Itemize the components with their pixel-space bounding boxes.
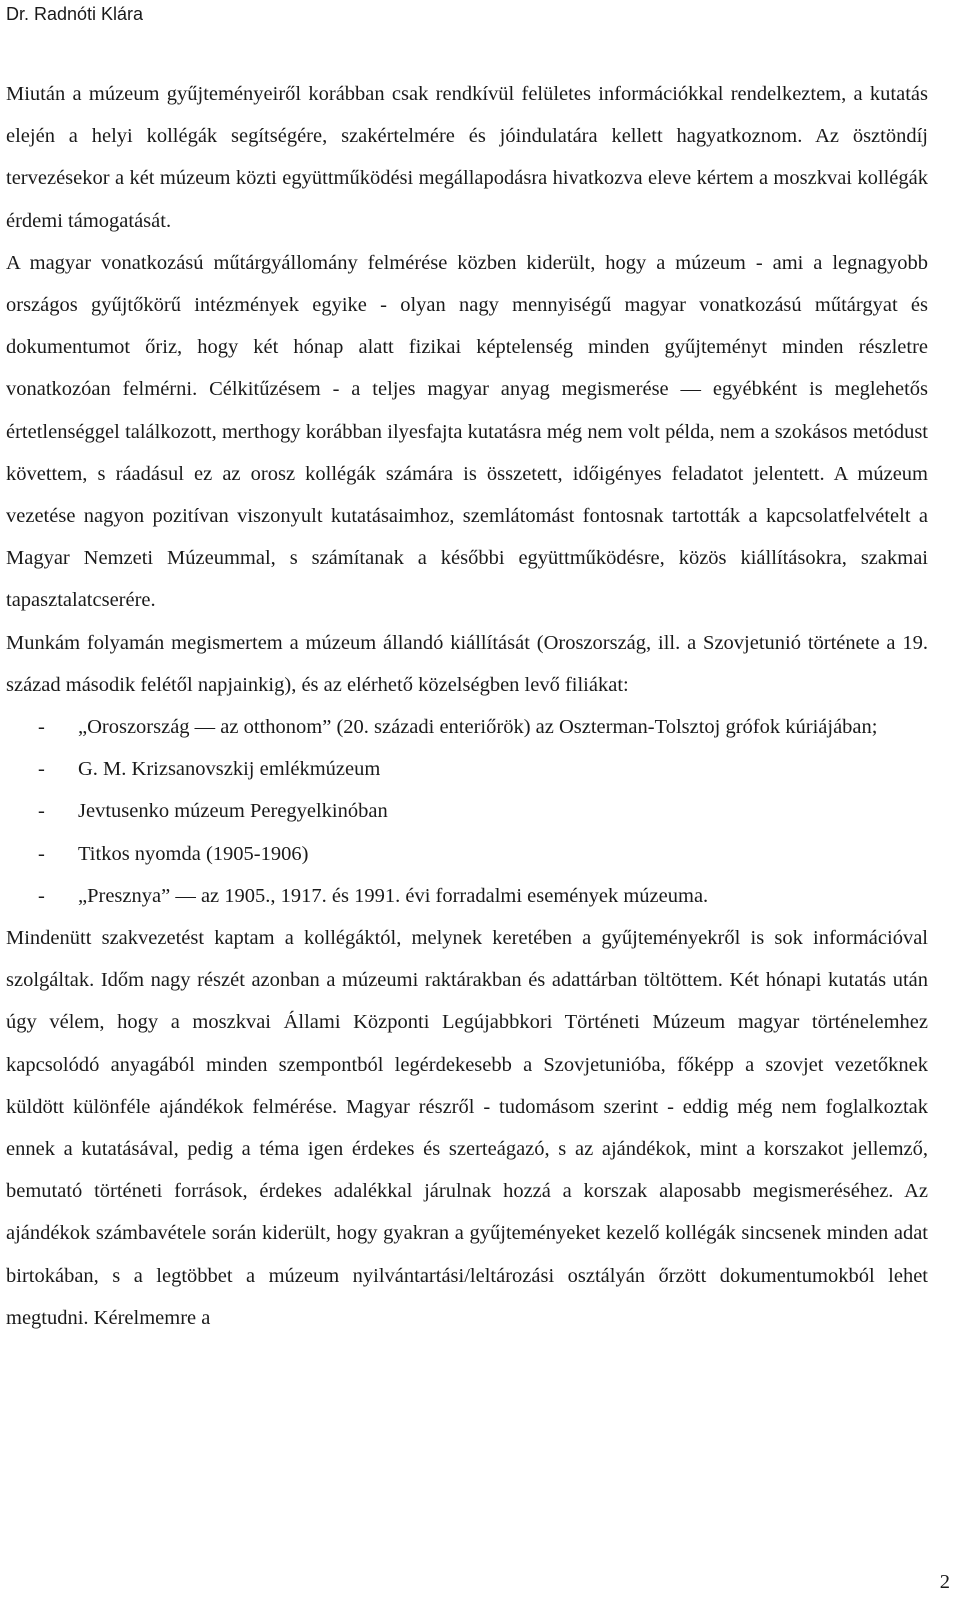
- paragraph-1: Miután a múzeum gyűjteményeiről korábban csak rendkívül felületes információkkal rendelkeztem, a kutatás elején a helyi kollégák segítségére, szakértelmére és jóindulatára kellett hagyatkoznom. Az ösztöndíj tervezésekor a két múzeum közti együttműködési megállapodásra hivatkozva eleve kértem a moszkvai kollégák érdemi támogatását.: [6, 83, 928, 232]
- list-dash: -: [38, 842, 45, 865]
- list-item: [6, 833, 928, 875]
- list-item: [6, 706, 928, 748]
- page-number: 2: [939, 1571, 950, 1593]
- paragraph-3: Munkám folyamán megismertem a múzeum állandó kiállítását (Oroszország, ill. a Szovjetunió története a 19. század második felétől napjainkig), és az elérhető közelségben levő filiákat:: [6, 631, 928, 696]
- list-item: [6, 790, 928, 832]
- list-dash: -: [38, 884, 45, 907]
- list-item-text: Jevtusenko múzeum Peregyelkinóban: [78, 800, 388, 823]
- list-item-text: „Oroszország — az otthonom” (20. századi enteriőrök) az Oszterman-Tolsztoj grófok kúriájában;: [78, 716, 878, 739]
- document-page: [6, 0, 928, 1339]
- list-item-text: G. M. Krizsanovszkij emlékmúzeum: [78, 758, 381, 781]
- list-dash: -: [38, 758, 45, 781]
- document-body: [6, 73, 928, 1339]
- list-dash: -: [38, 716, 45, 739]
- list-item: [6, 875, 928, 917]
- list-item-text: „Presznya” — az 1905., 1917. és 1991. évi forradalmi események múzeuma.: [78, 884, 709, 907]
- author-header: Dr. Radnóti Klára: [6, 4, 144, 24]
- list-dash: -: [38, 800, 45, 823]
- list-item: [6, 748, 928, 790]
- filial-list: [6, 706, 928, 917]
- list-item-text: Titkos nyomda (1905-1906): [78, 842, 309, 865]
- paragraph-4: Mindenütt szakvezetést kaptam a kollégáktól, melynek keretében a gyűjteményekről is sok információval szolgáltak. Időm nagy részét azonban a múzeumi raktárakban és adattárban töltöttem. Két hónapi kutatás után úgy vélem, hogy a moszkvai Állami Központi Legújabbkori Történeti Múzeum magyar történelemhez kapcsolódó anyagából minden szempontból legérdekesebb a Szovjetunióba, főképp a szovjet vezetőknek küldött különféle ajándékok felmérése. Magyar részről - tudomásom szerint - eddig még nem foglalkoztak ennek a kutatásával, pedig a téma igen érdekes és szerteágazó, s az ajándékok, mint a korszakot jellemző, bemutató történeti források, érdekes adalékkal járulnak hozzá a korszak alaposabb megismeréséhez. Az ajándékok számbavétele során kiderült, hogy gyakran a gyűjteményeket kezelő kollégák sincsenek minden adat birtokában, s a legtöbbet a múzeum nyilvántartási/leltározási osztályán őrzött dokumentumokból lehet megtudni. Kérelmemre a: [6, 927, 928, 1329]
- paragraph-2: A magyar vonatkozású műtárgyállomány felmérése közben kiderült, hogy a múzeum - ami a legnagyobb országos gyűjtőkörű intézmények egyike - olyan nagy mennyiségű magyar vonatkozású műtárgyat és dokumentumot őriz, hogy két hónap alatt fizikai képtelenség minden gyűjteményt minden részletre vonatkozóan felmérni. Célkitűzésem - a teljes magyar anyag megismerése — egyébként is meglehetős értetlenséggel találkozott, merthogy korábban ilyesfajta kutatásra még nem volt példa, nem a szokásos metódust követtem, s ráadásul ez az orosz kollégák számára is összetett, időigényes feladatot jelentett. A múzeum vezetése nagyon pozitívan viszonyult kutatásaimhoz, szemlátomást fontosnak tartották a kapcsolatfelvételt a Magyar Nemzeti Múzeummal, s számítanak a későbbi együttműködésre, közös kiállításokra, szakmai tapasztalatcserére.: [6, 251, 928, 612]
